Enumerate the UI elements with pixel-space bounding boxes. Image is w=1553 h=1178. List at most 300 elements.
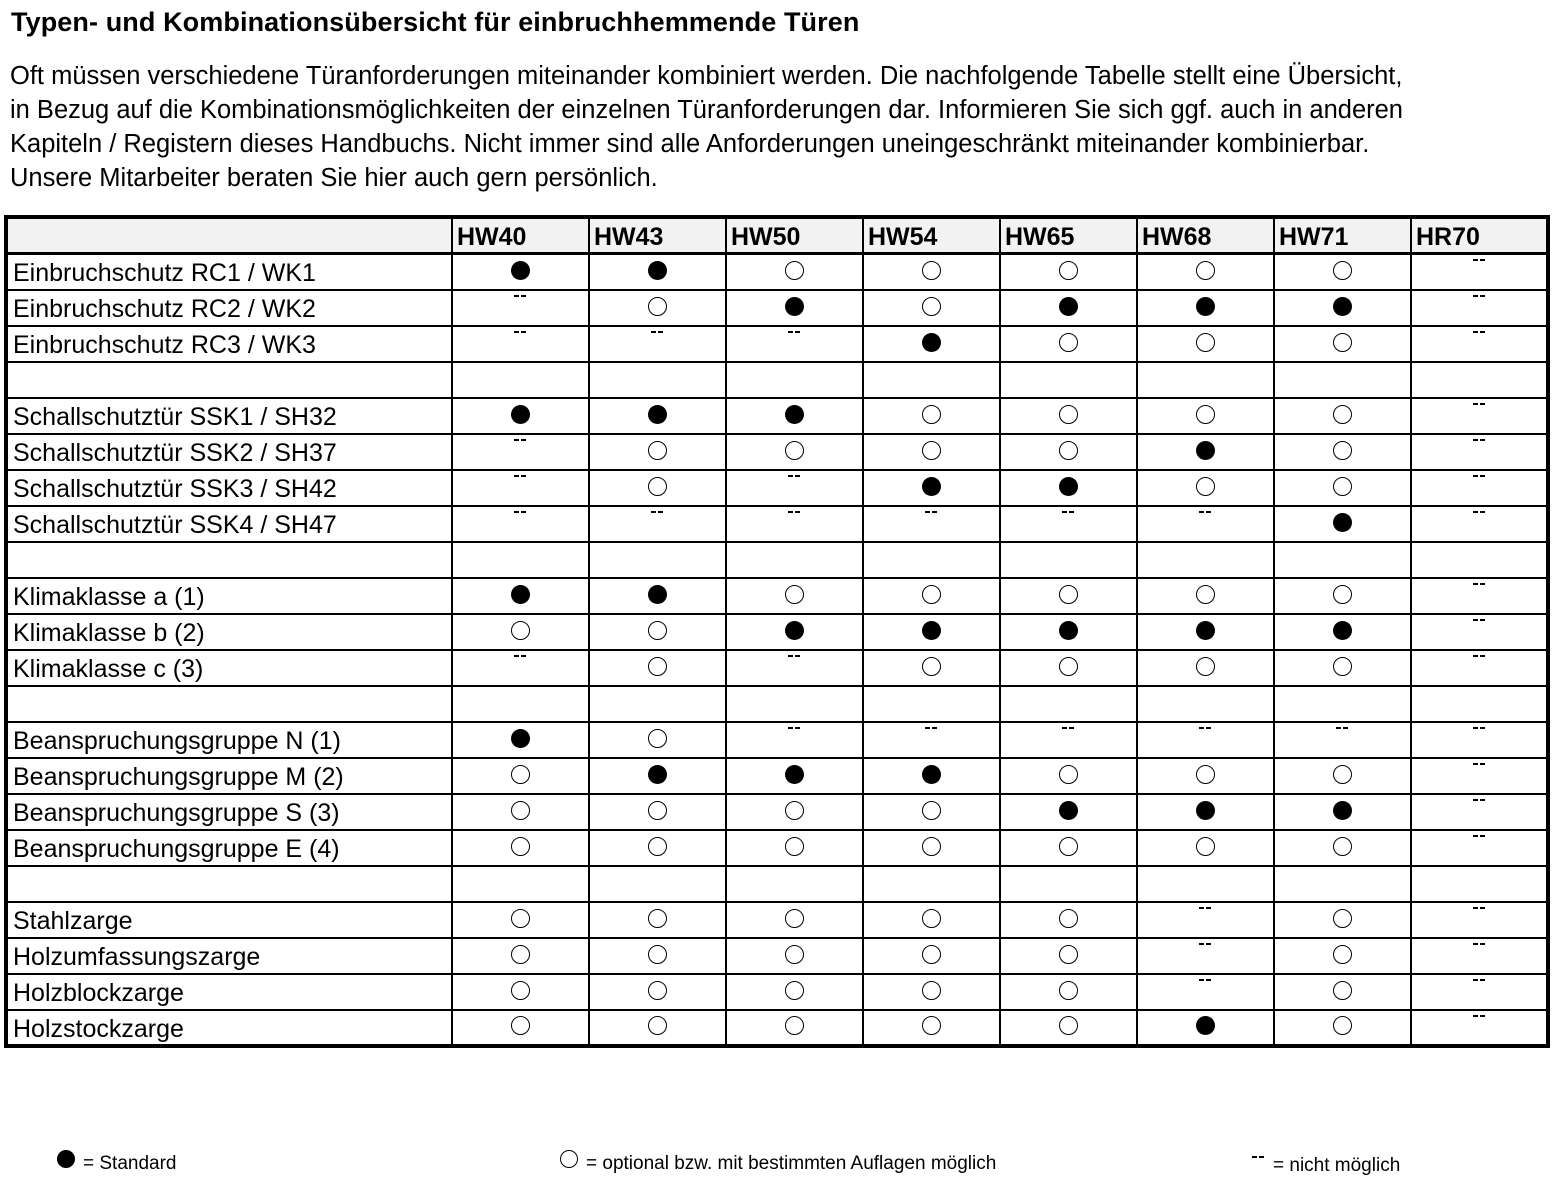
empty-circle-icon (1333, 765, 1352, 784)
double-dash-icon (514, 502, 527, 522)
matrix-cell (863, 794, 1000, 830)
empty-circle-icon (922, 981, 941, 1000)
double-dash-icon (1199, 934, 1212, 954)
empty-circle-icon (1196, 261, 1215, 280)
double-dash-icon (1473, 286, 1486, 306)
matrix-cell (726, 398, 863, 434)
matrix-cell (1137, 290, 1274, 326)
empty-circle-icon (1333, 333, 1352, 352)
empty-circle-icon (785, 801, 804, 820)
matrix-cell (1411, 686, 1548, 722)
matrix-cell (726, 326, 863, 362)
filled-circle-icon (1196, 621, 1215, 640)
double-dash-icon (788, 466, 801, 486)
filled-circle-icon (648, 765, 667, 784)
filled-circle-icon (648, 585, 667, 604)
matrix-cell (1274, 290, 1411, 326)
matrix-cell (726, 938, 863, 974)
row-label: Beanspruchungsgruppe S (3) (6, 794, 452, 830)
table-row (6, 722, 1548, 758)
matrix-cell (452, 398, 589, 434)
double-dash-icon (1473, 574, 1486, 594)
empty-circle-icon (1059, 1016, 1078, 1035)
column-header-hr70: HR70 (1411, 217, 1548, 254)
matrix-cell (726, 470, 863, 506)
empty-circle-icon (1196, 837, 1215, 856)
empty-circle-icon (648, 441, 667, 460)
intro-text (10, 59, 1540, 195)
header-corner-cell (6, 217, 452, 254)
row-label: Schallschutztür SSK4 / SH47 (6, 506, 452, 542)
matrix-cell (452, 542, 589, 578)
matrix-cell (589, 362, 726, 398)
matrix-cell (1274, 830, 1411, 866)
table-row (6, 254, 1548, 290)
row-label: Holzumfassungszarge (6, 938, 452, 974)
matrix-cell (589, 758, 726, 794)
double-dash-icon (788, 646, 801, 666)
double-dash-icon (1252, 1147, 1265, 1167)
row-label: Klimaklasse c (3) (6, 650, 452, 686)
matrix-cell (863, 434, 1000, 470)
filled-circle-icon (922, 477, 941, 496)
matrix-cell (1000, 794, 1137, 830)
matrix-cell (726, 686, 863, 722)
matrix-cell (1000, 542, 1137, 578)
double-dash-icon (1473, 754, 1486, 774)
matrix-cell (863, 830, 1000, 866)
matrix-cell (452, 254, 589, 290)
empty-circle-icon (1196, 405, 1215, 424)
table-row (6, 938, 1548, 974)
matrix-cell (1411, 542, 1548, 578)
double-dash-icon (514, 646, 527, 666)
empty-circle-icon (648, 981, 667, 1000)
filled-circle-icon (1333, 801, 1352, 820)
row-label: Beanspruchungsgruppe E (4) (6, 830, 452, 866)
matrix-cell (1000, 974, 1137, 1010)
column-header-hw50: HW50 (726, 217, 863, 254)
double-dash-icon (1473, 646, 1486, 666)
matrix-cell (1137, 434, 1274, 470)
filled-circle-icon (1059, 477, 1078, 496)
row-label (6, 362, 452, 398)
filled-circle-icon (785, 765, 804, 784)
intro-line: in Bezug auf die Kombinationsmöglichkeiten der einzelnen Türanforderungen dar. Informieren Sie sich ggf. auch in anderen (10, 96, 1403, 124)
column-header-hw40: HW40 (452, 217, 589, 254)
matrix-cell (1000, 614, 1137, 650)
filled-circle-icon (1196, 441, 1215, 460)
matrix-cell (1137, 578, 1274, 614)
intro-line: Unsere Mitarbeiter beraten Sie hier auch gern persönlich. (10, 164, 658, 192)
matrix-cell (1137, 902, 1274, 938)
row-label: Einbruchschutz RC3 / WK3 (6, 326, 452, 362)
matrix-cell (589, 650, 726, 686)
matrix-cell (863, 398, 1000, 434)
matrix-cell (452, 722, 589, 758)
double-dash-icon (925, 718, 938, 738)
matrix-cell (1274, 542, 1411, 578)
table-row (6, 974, 1548, 1010)
empty-circle-icon (1059, 657, 1078, 676)
empty-circle-icon (1333, 477, 1352, 496)
legend-standard-label: = Standard (83, 1153, 177, 1174)
empty-circle-icon (648, 297, 667, 316)
table-row (6, 470, 1548, 506)
matrix-cell (1274, 722, 1411, 758)
filled-circle-icon (1059, 621, 1078, 640)
legend-not-possible-label: = nicht möglich (1273, 1155, 1401, 1176)
double-dash-icon (1473, 934, 1486, 954)
column-header-hw54: HW54 (863, 217, 1000, 254)
matrix-cell (1274, 866, 1411, 902)
matrix-cell (1000, 686, 1137, 722)
filled-circle-icon (1196, 297, 1215, 316)
matrix-cell (1000, 722, 1137, 758)
empty-circle-icon (1059, 837, 1078, 856)
spacer-row (6, 866, 1548, 902)
matrix-cell (863, 542, 1000, 578)
matrix-cell (1000, 254, 1137, 290)
matrix-cell (863, 614, 1000, 650)
filled-circle-icon (785, 621, 804, 640)
empty-circle-icon (1196, 333, 1215, 352)
double-dash-icon (651, 502, 664, 522)
matrix-cell (589, 722, 726, 758)
matrix-cell (1274, 578, 1411, 614)
matrix-cell (589, 470, 726, 506)
empty-circle-icon (785, 909, 804, 928)
double-dash-icon (1473, 430, 1486, 450)
double-dash-icon (1199, 502, 1212, 522)
empty-circle-icon (648, 477, 667, 496)
filled-circle-icon (922, 765, 941, 784)
matrix-cell (452, 866, 589, 902)
double-dash-icon (1473, 718, 1486, 738)
row-label: Holzblockzarge (6, 974, 452, 1010)
matrix-cell (726, 758, 863, 794)
matrix-cell (1274, 506, 1411, 542)
matrix-cell (1274, 794, 1411, 830)
empty-circle-icon (922, 405, 941, 424)
empty-circle-icon (1059, 981, 1078, 1000)
matrix-cell (1000, 650, 1137, 686)
matrix-cell (589, 830, 726, 866)
legend-optional (560, 1151, 996, 1175)
row-label (6, 542, 452, 578)
matrix-cell (589, 506, 726, 542)
matrix-cell (726, 290, 863, 326)
filled-circle-icon (922, 333, 941, 352)
matrix-cell (1137, 722, 1274, 758)
double-dash-icon (514, 430, 527, 450)
row-label: Klimaklasse a (1) (6, 578, 452, 614)
empty-circle-icon (922, 441, 941, 460)
matrix-cell (589, 866, 726, 902)
legend-not-possible (1252, 1151, 1400, 1177)
legend-optional-label: = optional bzw. mit bestimmten Auflagen möglich (586, 1153, 997, 1174)
row-label: Einbruchschutz RC1 / WK1 (6, 254, 452, 290)
matrix-cell (726, 362, 863, 398)
empty-circle-icon (922, 801, 941, 820)
spacer-row (6, 362, 1548, 398)
table-row (6, 650, 1548, 686)
row-label: Schallschutztür SSK1 / SH32 (6, 398, 452, 434)
double-dash-icon (1473, 826, 1486, 846)
table-row (6, 614, 1548, 650)
matrix-cell (863, 866, 1000, 902)
matrix-cell (452, 794, 589, 830)
column-header-hw71: HW71 (1274, 217, 1411, 254)
matrix-cell (452, 902, 589, 938)
matrix-cell (726, 974, 863, 1010)
row-label: Beanspruchungsgruppe N (1) (6, 722, 452, 758)
table-row (6, 290, 1548, 326)
matrix-cell (726, 1010, 863, 1046)
matrix-cell (1411, 974, 1548, 1010)
matrix-cell (726, 434, 863, 470)
empty-circle-icon (922, 297, 941, 316)
empty-circle-icon (648, 909, 667, 928)
double-dash-icon (651, 322, 664, 342)
row-label: Stahlzarge (6, 902, 452, 938)
empty-circle-icon (1059, 765, 1078, 784)
matrix-cell (452, 578, 589, 614)
matrix-cell (589, 938, 726, 974)
empty-circle-icon (1059, 909, 1078, 928)
filled-circle-icon (648, 261, 667, 280)
empty-circle-icon (1333, 405, 1352, 424)
filled-circle-icon (57, 1150, 75, 1168)
table-row (6, 758, 1548, 794)
matrix-cell (1411, 578, 1548, 614)
matrix-cell (726, 794, 863, 830)
matrix-cell (589, 974, 726, 1010)
matrix-cell (589, 542, 726, 578)
matrix-cell (1137, 614, 1274, 650)
empty-circle-icon (1059, 405, 1078, 424)
matrix-cell (452, 506, 589, 542)
empty-circle-icon (785, 261, 804, 280)
matrix-cell (589, 326, 726, 362)
empty-circle-icon (922, 657, 941, 676)
matrix-cell (863, 578, 1000, 614)
empty-circle-icon (511, 909, 530, 928)
empty-circle-icon (922, 585, 941, 604)
double-dash-icon (1062, 502, 1075, 522)
empty-circle-icon (922, 837, 941, 856)
empty-circle-icon (1059, 945, 1078, 964)
filled-circle-icon (922, 621, 941, 640)
matrix-cell (1000, 470, 1137, 506)
matrix-cell (863, 506, 1000, 542)
matrix-cell (452, 974, 589, 1010)
filled-circle-icon (511, 585, 530, 604)
matrix-cell (1274, 362, 1411, 398)
double-dash-icon (514, 466, 527, 486)
matrix-cell (1274, 470, 1411, 506)
matrix-cell (452, 362, 589, 398)
matrix-cell (452, 686, 589, 722)
matrix-cell (1137, 326, 1274, 362)
matrix-cell (1000, 326, 1137, 362)
column-header-hw65: HW65 (1000, 217, 1137, 254)
double-dash-icon (1199, 970, 1212, 990)
matrix-cell (589, 578, 726, 614)
matrix-cell (726, 650, 863, 686)
empty-circle-icon (1196, 477, 1215, 496)
matrix-cell (1000, 362, 1137, 398)
filled-circle-icon (1333, 621, 1352, 640)
empty-circle-icon (1196, 765, 1215, 784)
matrix-cell (863, 470, 1000, 506)
matrix-cell (1411, 398, 1548, 434)
matrix-cell (726, 902, 863, 938)
matrix-cell (1000, 434, 1137, 470)
combination-table (4, 215, 1550, 1048)
matrix-cell (1137, 506, 1274, 542)
matrix-cell (1000, 506, 1137, 542)
double-dash-icon (1473, 970, 1486, 990)
double-dash-icon (1473, 898, 1486, 918)
matrix-cell (589, 794, 726, 830)
matrix-cell (589, 614, 726, 650)
double-dash-icon (1473, 394, 1486, 414)
matrix-cell (1000, 938, 1137, 974)
matrix-cell (1274, 974, 1411, 1010)
matrix-cell (863, 686, 1000, 722)
double-dash-icon (1473, 322, 1486, 342)
filled-circle-icon (1333, 297, 1352, 316)
matrix-cell (1274, 1010, 1411, 1046)
empty-circle-icon (648, 1016, 667, 1035)
table-row (6, 902, 1548, 938)
empty-circle-icon (1333, 945, 1352, 964)
matrix-cell (863, 362, 1000, 398)
matrix-cell (589, 686, 726, 722)
matrix-cell (1137, 974, 1274, 1010)
matrix-cell (452, 470, 589, 506)
matrix-cell (1000, 578, 1137, 614)
matrix-cell (1137, 758, 1274, 794)
matrix-cell (1137, 470, 1274, 506)
matrix-cell (589, 290, 726, 326)
matrix-cell (452, 434, 589, 470)
spacer-row (6, 542, 1548, 578)
double-dash-icon (1473, 466, 1486, 486)
matrix-cell (726, 722, 863, 758)
row-label: Klimaklasse b (2) (6, 614, 452, 650)
matrix-cell (1411, 722, 1548, 758)
table-row (6, 506, 1548, 542)
filled-circle-icon (1196, 1016, 1215, 1035)
double-dash-icon (1336, 718, 1349, 738)
matrix-cell (1411, 650, 1548, 686)
matrix-cell (1137, 1010, 1274, 1046)
matrix-cell (452, 614, 589, 650)
empty-circle-icon (785, 1016, 804, 1035)
double-dash-icon (1199, 898, 1212, 918)
matrix-cell (863, 1010, 1000, 1046)
matrix-cell (1137, 686, 1274, 722)
empty-circle-icon (511, 621, 530, 640)
empty-circle-icon (1196, 585, 1215, 604)
empty-circle-icon (511, 945, 530, 964)
matrix-cell (1000, 902, 1137, 938)
matrix-cell (1274, 686, 1411, 722)
empty-circle-icon (922, 945, 941, 964)
matrix-cell (1274, 614, 1411, 650)
empty-circle-icon (1333, 261, 1352, 280)
empty-circle-icon (1333, 1016, 1352, 1035)
double-dash-icon (788, 718, 801, 738)
double-dash-icon (788, 502, 801, 522)
filled-circle-icon (785, 297, 804, 316)
matrix-cell (1137, 398, 1274, 434)
matrix-cell (1274, 650, 1411, 686)
empty-circle-icon (922, 1016, 941, 1035)
page-title: Typen- und Kombinationsübersicht für einbruchhemmende Türen (11, 7, 860, 37)
matrix-cell (726, 614, 863, 650)
matrix-cell (1411, 290, 1548, 326)
filled-circle-icon (511, 405, 530, 424)
matrix-cell (1411, 794, 1548, 830)
empty-circle-icon (785, 945, 804, 964)
empty-circle-icon (511, 1016, 530, 1035)
double-dash-icon (1473, 250, 1486, 270)
empty-circle-icon (648, 945, 667, 964)
filled-circle-icon (648, 405, 667, 424)
matrix-cell (452, 290, 589, 326)
table-row (6, 794, 1548, 830)
double-dash-icon (1473, 1006, 1486, 1026)
matrix-cell (1274, 902, 1411, 938)
empty-circle-icon (1333, 441, 1352, 460)
empty-circle-icon (648, 657, 667, 676)
empty-circle-icon (1333, 837, 1352, 856)
matrix-cell (589, 254, 726, 290)
matrix-cell (589, 902, 726, 938)
matrix-cell (1411, 506, 1548, 542)
matrix-cell (1137, 866, 1274, 902)
double-dash-icon (1473, 610, 1486, 630)
matrix-cell (1137, 254, 1274, 290)
empty-circle-icon (511, 981, 530, 1000)
empty-circle-icon (560, 1150, 578, 1168)
matrix-cell (1411, 614, 1548, 650)
matrix-cell (452, 938, 589, 974)
legend-standard (57, 1151, 177, 1175)
matrix-cell (863, 758, 1000, 794)
matrix-cell (1137, 938, 1274, 974)
empty-circle-icon (648, 801, 667, 820)
matrix-cell (726, 578, 863, 614)
matrix-cell (1274, 326, 1411, 362)
matrix-cell (1274, 434, 1411, 470)
empty-circle-icon (785, 585, 804, 604)
empty-circle-icon (1059, 333, 1078, 352)
double-dash-icon (514, 286, 527, 306)
matrix-cell (452, 830, 589, 866)
empty-circle-icon (1333, 981, 1352, 1000)
matrix-cell (589, 398, 726, 434)
double-dash-icon (1062, 718, 1075, 738)
empty-circle-icon (648, 837, 667, 856)
matrix-cell (1137, 542, 1274, 578)
matrix-cell (863, 974, 1000, 1010)
table-row (6, 578, 1548, 614)
matrix-cell (863, 902, 1000, 938)
